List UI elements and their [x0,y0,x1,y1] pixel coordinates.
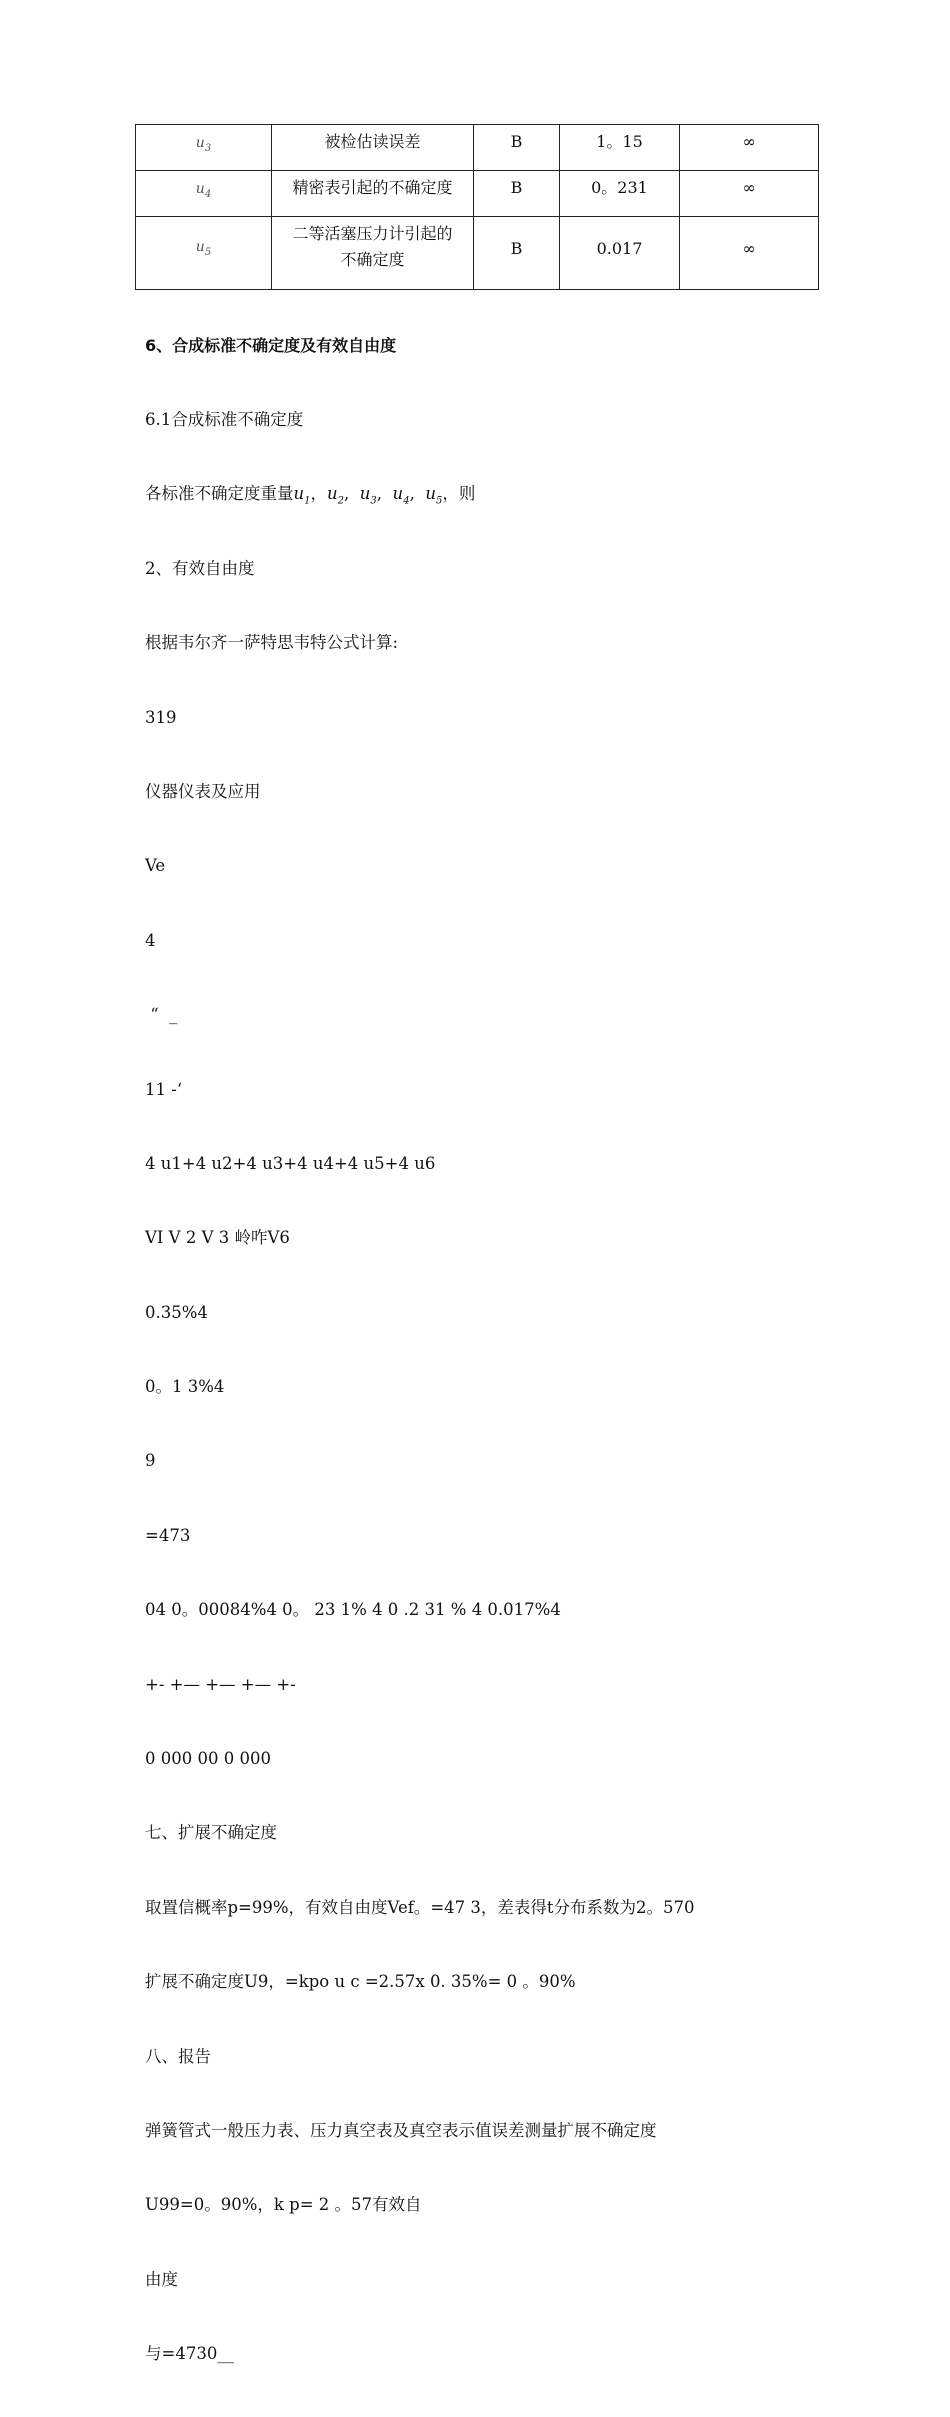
weights-line: 各标准不确定度重量$u_1$，$u_2$, $u_3$, $u_4$, $u_5$，则 [145,484,476,507]
dof-cell: ∞ [680,171,819,217]
section-heading: 6、合成标准不确定度及有效自由度 [145,335,397,355]
paragraph: 扩展不确定度U9，=kpo u c =2.57x 0. 35%= 0 。90% [145,1972,576,1992]
symbol-cell: $u_4$ [136,171,272,217]
dof-cell: ∞ [680,217,819,290]
formula-line: “ _ [145,1005,178,1025]
symbol-cell: $u_5$ [136,217,272,290]
formula-line: 04 0。00084%4 0。 23 1% 4 0 .2 31 % 4 0.017%4 [145,1600,561,1620]
formula-line: 4 [145,930,156,950]
name-cell: 被检估读误差 [272,125,474,171]
type-cell: B [474,217,560,290]
journal-title: 仪器仪表及应用 [145,781,261,801]
formula-line: 4 u1+4 u2+4 u3+4 u4+4 u5+4 u6 [145,1153,436,1173]
paragraph: U99=0。90%，k p= 2 。57有效自 [145,2195,422,2215]
formula-line: 11 -‘ [145,1079,183,1099]
paragraph: 由度 [145,2269,178,2289]
value-cell: 0。231 [560,171,680,217]
formula-line: Ve [145,856,166,876]
page-number: 319 [145,707,177,727]
formula-line: 9 [145,1451,156,1471]
formula-line: =473 [145,1525,191,1545]
formula-line: +- +— +— +— +- [145,1674,296,1694]
section-heading: 七、扩展不确定度 [145,1823,277,1843]
formula-line: 0.35%4 [145,1302,208,1322]
paragraph: 与=4730__ [145,2344,234,2364]
value-cell: 0.017 [560,217,680,290]
symbol-cell: $u_3$ [136,125,272,171]
subsection-heading: 6.1合成标准不确定度 [145,409,304,429]
type-cell: B [474,125,560,171]
uncertainty-table [135,124,819,290]
paragraph: 2、有效自由度 [145,558,255,578]
name-cell: 二等活塞压力计引起的不确定度 [272,217,474,290]
paragraph: 弹簧管式一般压力表、压力真空表及真空表示值误差测量扩展不确定度 [145,2120,657,2140]
paragraph: 根据韦尔齐一萨特思韦特公式计算: [145,633,399,653]
table-row [136,217,819,290]
type-cell: B [474,171,560,217]
value-cell: 1。15 [560,125,680,171]
table-row [136,171,819,217]
body-text [145,284,845,2417]
dof-cell: ∞ [680,125,819,171]
name-cell: 精密表引起的不确定度 [272,171,474,217]
formula-line: VI V 2 V 3 岭咋V6 [145,1228,290,1248]
paragraph: 取置信概率p=99%，有效自由度Vef。=47 3，差表得t分布系数为2。570 [145,1897,695,1917]
section-heading: 八、报告 [145,2046,211,2066]
formula-line: 0。1 3%4 [145,1377,225,1397]
formula-line: 0 000 00 0 000 [145,1749,271,1769]
table-row [136,125,819,171]
